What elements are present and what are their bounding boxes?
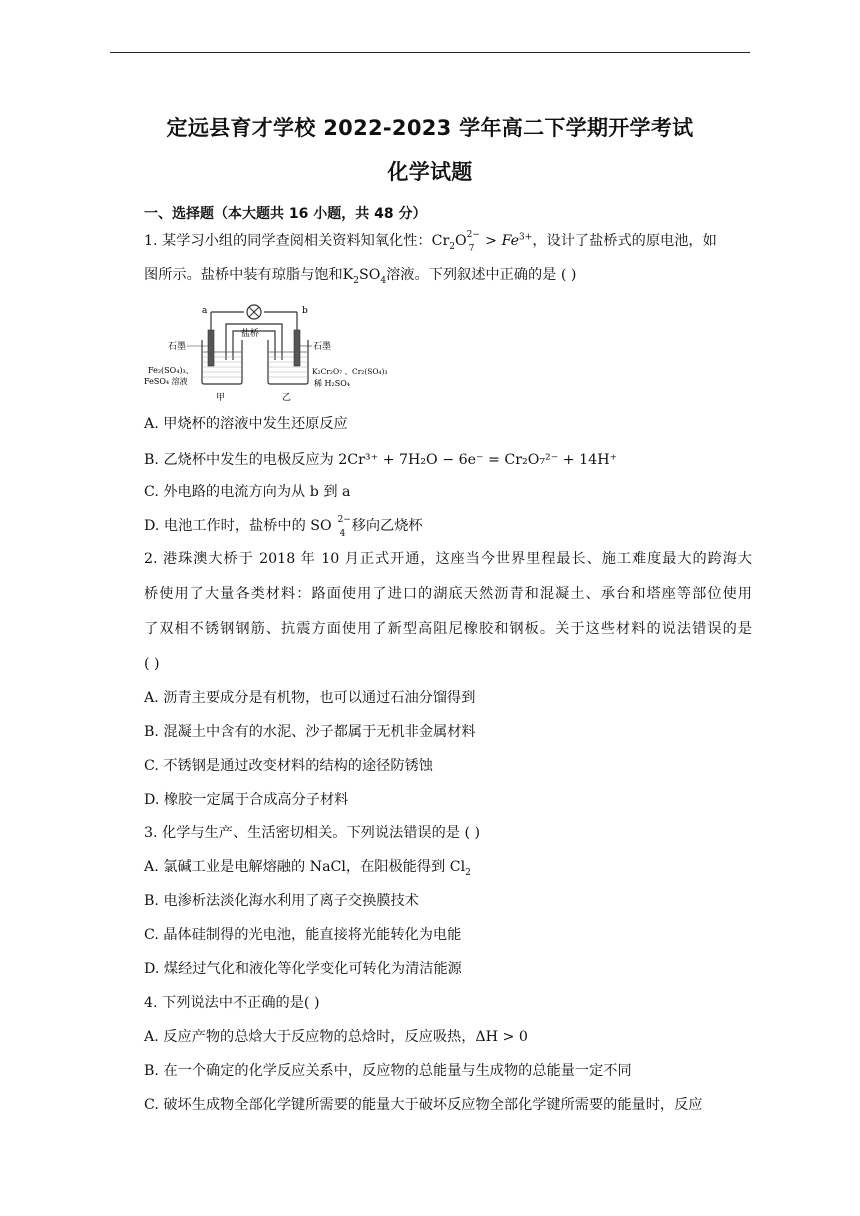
q3-option-b: B. 电渗析法淡化海水利用了离子交换膜技术 xyxy=(144,893,419,909)
q1-option-d: D. 电池工作时，盐桥中的 SO 2− 4 移向乙烧杯 xyxy=(144,515,423,539)
label-beaker-yi: 乙 xyxy=(282,393,292,403)
page-subtitle: 化学试题 xyxy=(387,160,473,184)
label-beaker-jia: 甲 xyxy=(216,393,226,403)
label-graphite-right: 石墨 xyxy=(313,342,332,352)
q2-stem-line2: 桥使用了大量各类材料：路面使用了进口的湖底天然沥青和混凝土、承台和塔座等部位使用 xyxy=(144,586,752,602)
label-solution-right-2: 稀 H₂SO₄ xyxy=(314,379,350,388)
q3-option-c: C. 晶体硅制得的光电池，能直接将光能转化为电能 xyxy=(144,927,462,943)
label-a: a xyxy=(202,306,208,316)
label-solution-left-2: FeSO₄ 溶液 xyxy=(144,377,188,386)
page-title: 定远县育才学校 2022-2023 学年高二下学期开学考试 xyxy=(166,116,694,140)
q4-option-b: B. 在一个确定的化学反应关系中，反应物的总能量与生成物的总能量一定不同 xyxy=(144,1063,632,1079)
q4-stem: 4. 下列说法中不正确的是( ) xyxy=(144,995,320,1011)
header-rule xyxy=(110,52,750,53)
q2-option-d: D. 橡胶一定属于合成高分子材料 xyxy=(144,792,349,808)
q4-option-a: A. 反应产物的总焓大于反应物的总焓时，反应吸热，ΔH > 0 xyxy=(144,1029,528,1045)
section-heading: 一、选择题（本大题共 16 小题，共 48 分） xyxy=(144,206,427,222)
q1-stem-line2: 图所示。盐桥中装有琼脂与饱和$K_2SO_4$溶液。下列叙述中正确的是 ( ) xyxy=(144,267,577,286)
q2-option-c: C. 不锈钢是通过改变材料的结构的途径防锈蚀 xyxy=(144,758,433,774)
q2-stem-line3: 了双相不锈钢钢筋、抗震方面使用了新型高阻尼橡胶和钢板。关于这些材料的说法错误的是 xyxy=(144,621,752,637)
label-salt-bridge: 盐桥 xyxy=(241,329,260,339)
q1-option-c: C. 外电路的电流方向为从 b 到 a xyxy=(144,484,351,500)
q2-option-a: A. 沥青主要成分是有机物，也可以通过石油分馏得到 xyxy=(144,690,476,706)
q3-stem: 3. 化学与生产、生活密切相关。下列说法错误的是 ( ) xyxy=(144,825,481,841)
label-solution-left-1: Fe₂(SO₄)₃、 xyxy=(148,366,194,375)
q2-stem-line1: 2. 港珠澳大桥于 2018 年 10 月正式开通，这座当今世界里程最长、施工难度最大的跨海大 xyxy=(144,551,752,567)
q3-option-d: D. 煤经过气化和液化等化学变化可转化为清洁能源 xyxy=(144,961,462,977)
q1-option-b: B. 乙烧杯中发生的电极反应为 2Cr³⁺ + 7H₂O − 6e⁻ = Cr₂O₇²⁻ + 14H⁺ xyxy=(144,452,618,468)
galvanic-cell-diagram xyxy=(142,302,404,406)
label-graphite-left: 石墨 xyxy=(168,342,187,352)
q4-option-c: C. 破坏生成物全部化学键所需要的能量大于破坏反应物全部化学键所需要的能量时，反应 xyxy=(144,1097,703,1113)
q3-option-a: A. 氯碱工业是电解熔融的 NaCl，在阳极能得到 $Cl_2$ xyxy=(144,859,471,878)
q2-option-b: B. 混凝土中含有的水泥、沙子都属于无机非金属材料 xyxy=(144,724,476,740)
label-b: b xyxy=(302,306,308,316)
q1-option-a: A. 甲烧杯的溶液中发生还原反应 xyxy=(144,416,348,432)
label-solution-right-1: K₂Cr₂O₇ 、Cr₂(SO₄)₃ xyxy=(312,367,388,376)
q2-stem-line4: ( ) xyxy=(144,656,160,672)
q1-stem-line1: 1. 某学习小组的同学查阅相关资料知氧化性：$Cr_2O$ 2− 7 > $Fe^{3+}$，设计了盐桥式的原电池，如 xyxy=(144,230,717,254)
